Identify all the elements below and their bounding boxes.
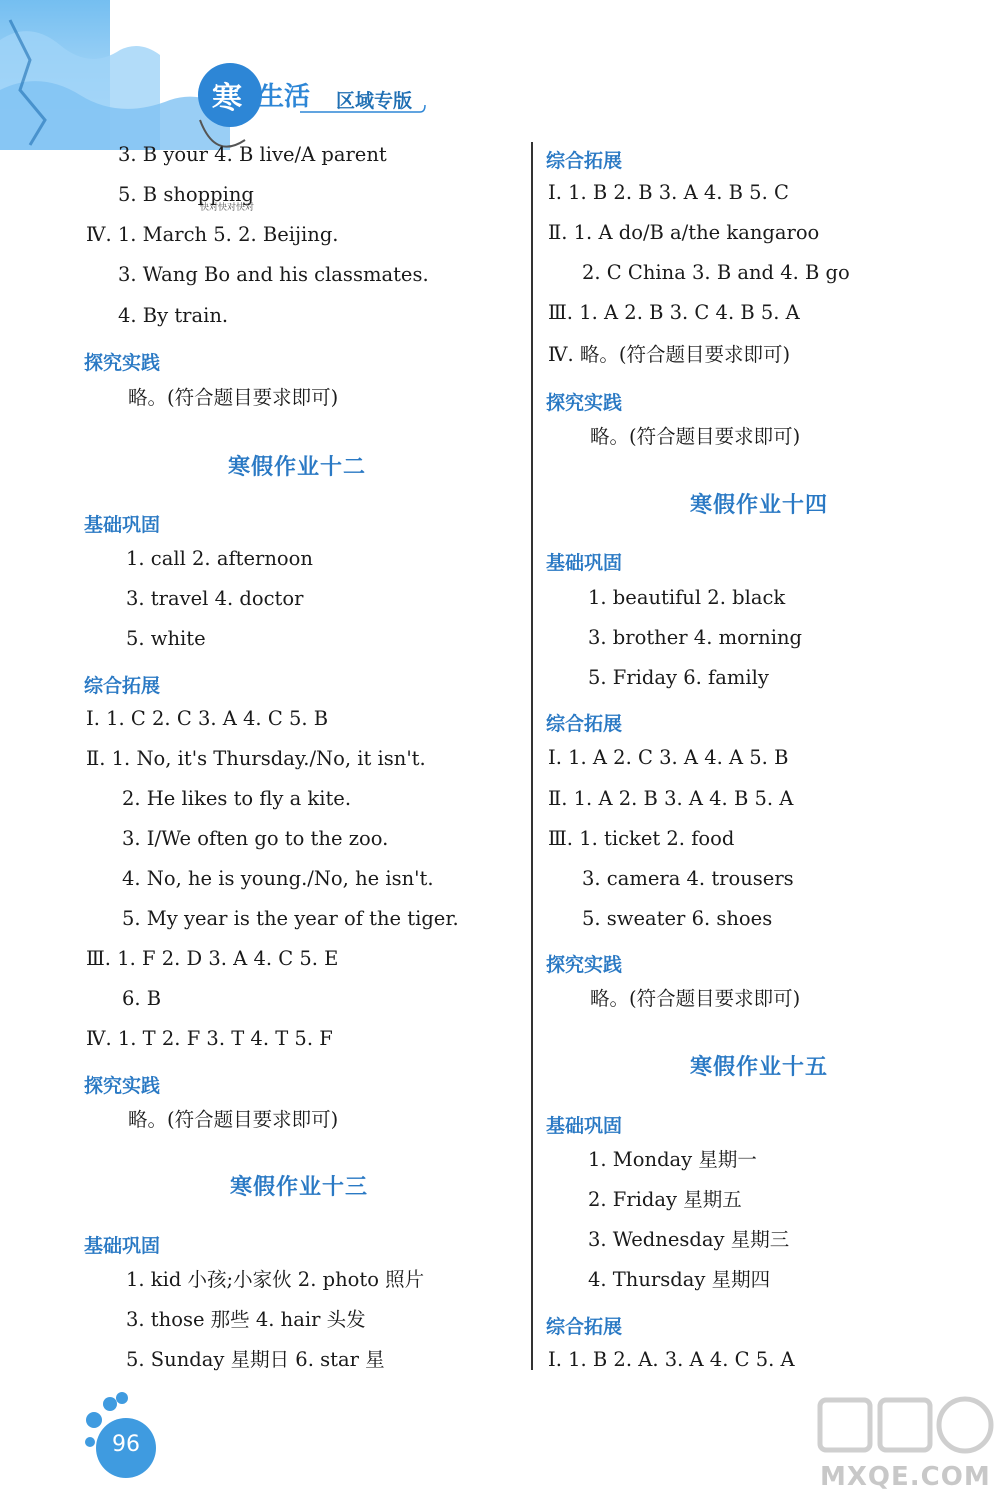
answer-line: 略。(符合题目要求即可) [128, 386, 339, 409]
answer-line: 1. call 2. afternoon [126, 547, 313, 570]
section-label-jichu: 基础巩固 [84, 514, 161, 536]
section-label-tanjiu: 探究实践 [84, 352, 161, 374]
svg-text:寒: 寒 [212, 81, 242, 116]
answer-line: 5. white [126, 627, 206, 650]
answer-line: 3. travel 4. doctor [126, 587, 304, 610]
answer-line: Ⅲ. 1. F 2. D 3. A 4. C 5. E [86, 947, 339, 970]
section-label-tanjiu: 探究实践 [546, 392, 623, 414]
section-label-tanjiu: 探究实践 [546, 954, 623, 976]
answer-line: 略。(符合题目要求即可) [590, 987, 801, 1010]
answer-line: 1. beautiful 2. black [588, 586, 786, 609]
answer-line: 6. B [122, 987, 162, 1010]
answer-line: 2. C China 3. B and 4. B go [582, 261, 850, 284]
column-divider [531, 142, 533, 1370]
answer-line: Ⅱ. 1. A 2. B 3. A 4. B 5. A [548, 787, 794, 810]
homework-title-12: 寒假作业十二 [228, 455, 367, 480]
answer-line: Ⅰ. 1. B 2. A. 3. A 4. C 5. A [548, 1348, 795, 1371]
answer-line: 3. those 那些 4. hair 头发 [126, 1308, 366, 1331]
answer-line: Ⅲ. 1. A 2. B 3. C 4. B 5. A [548, 301, 800, 324]
answer-line: 1. Monday 星期一 [588, 1148, 757, 1171]
section-label-zonghe: 综合拓展 [84, 675, 161, 697]
section-label-jichu: 基础巩固 [84, 1235, 161, 1257]
homework-title-14: 寒假作业十四 [690, 493, 829, 518]
answer-line: 3. brother 4. morning [588, 626, 802, 649]
answer-line: 3. Wang Bo and his classmates. [118, 263, 429, 286]
answer-line: Ⅱ. 1. A do/B a/the kangaroo [548, 221, 820, 244]
answer-line: 3. Wednesday 星期三 [588, 1228, 790, 1251]
answer-line: 2. He likes to fly a kite. [122, 787, 352, 810]
series-label: 区域专版 [336, 90, 413, 112]
section-label-tanjiu: 探究实践 [84, 1075, 161, 1097]
answer-line: 略。(符合题目要求即可) [128, 1108, 339, 1131]
answer-line: 2. Friday 星期五 [588, 1188, 742, 1211]
answer-line: Ⅳ. 略。(符合题目要求即可) [548, 343, 791, 366]
answer-line: Ⅱ. 1. No, it's Thursday./No, it isn't. [86, 747, 426, 770]
svg-text:生活: 生活 [258, 82, 311, 112]
answer-line: 4. No, he is young./No, he isn't. [122, 867, 434, 890]
answer-line: 4. By train. [118, 304, 229, 327]
stamp-text: 快对快对快对 [200, 203, 255, 213]
section-label-zonghe: 综合拓展 [546, 713, 623, 735]
answer-line: 3. camera 4. trousers [582, 867, 794, 890]
answer-line: Ⅲ. 1. ticket 2. food [548, 827, 735, 850]
answer-line: 5. B shopping [118, 183, 254, 206]
answer-line: Ⅳ. 1. T 2. F 3. T 4. T 5. F [86, 1027, 333, 1050]
answer-line: Ⅳ. 1. March 5. 2. Beijing. [86, 223, 339, 246]
answer-line: Ⅰ. 1. C 2. C 3. A 4. C 5. B [86, 707, 329, 730]
watermark-text: MXQE.COM [820, 1462, 991, 1492]
answer-line: 5. My year is the year of the tiger. [122, 907, 459, 930]
answer-line: 5. Friday 6. family [588, 666, 769, 689]
section-label-jichu: 基础巩固 [546, 552, 623, 574]
section-label-zonghe: 综合拓展 [546, 1316, 623, 1338]
answer-line: 略。(符合题目要求即可) [590, 425, 801, 448]
answer-line: 5. sweater 6. shoes [582, 907, 773, 930]
homework-title-15: 寒假作业十五 [690, 1055, 829, 1080]
answer-line: 5. Sunday 星期日 6. star 星 [126, 1348, 385, 1371]
answer-line: 4. Thursday 星期四 [588, 1268, 771, 1291]
answer-line: Ⅰ. 1. A 2. C 3. A 4. A 5. B [548, 746, 789, 769]
section-label-zonghe: 综合拓展 [546, 150, 623, 172]
answer-line: 1. kid 小孩;小家伙 2. photo 照片 [126, 1268, 425, 1291]
homework-title-13: 寒假作业十三 [230, 1175, 369, 1200]
answer-line: 3. B your 4. B live/A parent [118, 143, 387, 166]
header-banner-graphic [0, 0, 460, 160]
page-number: 96 [112, 1432, 140, 1457]
answer-line: Ⅰ. 1. B 2. B 3. A 4. B 5. C [548, 181, 789, 204]
answer-line: 3. I/We often go to the zoo. [122, 827, 389, 850]
section-label-jichu: 基础巩固 [546, 1115, 623, 1137]
